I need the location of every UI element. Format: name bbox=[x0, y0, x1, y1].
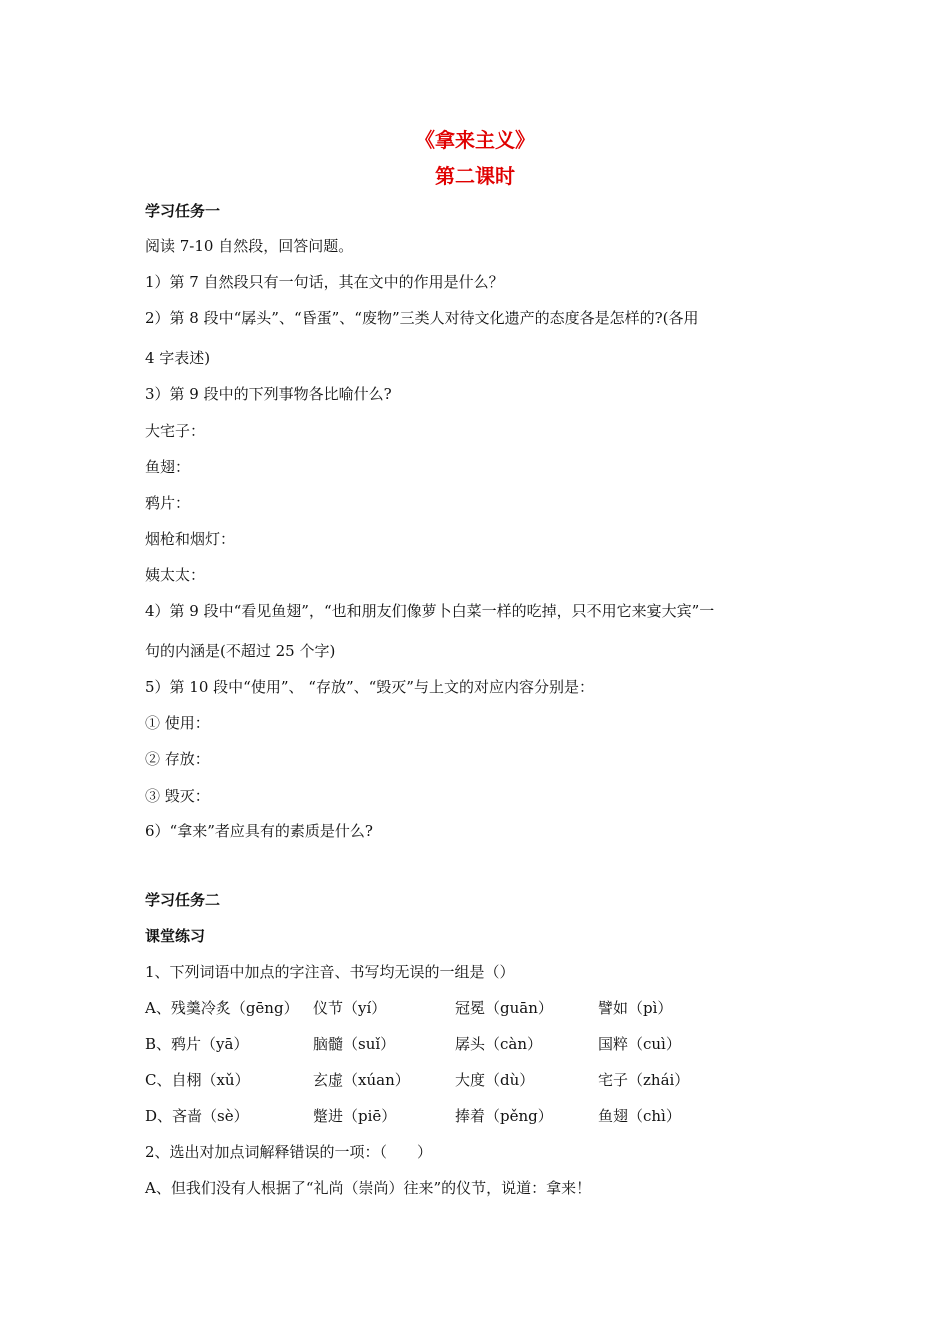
metaphor-item: 鸦片： bbox=[145, 494, 191, 512]
option-cell: 宅子（zhái） bbox=[598, 1071, 690, 1089]
exercise-2: 2、选出对加点词解释错误的一项：（ ） bbox=[145, 1143, 433, 1161]
question-2-line2: 4 字表述) bbox=[145, 349, 211, 367]
option-cell: 捧着（pěng） bbox=[455, 1107, 553, 1125]
task1-heading: 学习任务一 bbox=[145, 202, 221, 220]
document-subtitle: 第二课时 bbox=[435, 164, 515, 188]
question-4-line1: 4）第 9 段中“看见鱼翅”，“也和朋友们像萝卜白菜一样的吃掉，只不用它来宴大宾”一 bbox=[145, 602, 715, 620]
task1-intro: 阅读 7-10 自然段，回答问题。 bbox=[145, 237, 354, 255]
question-1: 1）第 7 自然段只有一句话，其在文中的作用是什么？ bbox=[145, 273, 504, 291]
metaphor-item: 烟枪和烟灯： bbox=[145, 530, 236, 548]
question-3: 3）第 9 段中的下列事物各比喻什么? bbox=[145, 385, 392, 403]
option-cell: 国粹（cuì） bbox=[598, 1035, 681, 1053]
option-cell: 大度（dù） bbox=[455, 1071, 535, 1089]
option-cell: 玄虚（xúan） bbox=[313, 1071, 410, 1089]
task2-subheading: 课堂练习 bbox=[145, 927, 206, 945]
option-cell: C、自栩（xǔ） bbox=[145, 1071, 250, 1089]
option-cell: 譬如（pì） bbox=[598, 999, 673, 1017]
option-cell: 仪节（yí） bbox=[313, 999, 387, 1017]
question-6: 6）“拿来”者应具有的素质是什么? bbox=[145, 822, 373, 840]
metaphor-item: 大宅子： bbox=[145, 422, 206, 440]
exercise-2-option-a: A、但我们没有人根据了“礼尚（崇尚）往来”的仪节，说道：拿来！ bbox=[145, 1179, 592, 1197]
option-cell: 蹩进（piē） bbox=[313, 1107, 397, 1125]
metaphor-item: 鱼翅： bbox=[145, 458, 191, 476]
option-cell: 冠冕（guān） bbox=[455, 999, 553, 1017]
answer-item: ② 存放： bbox=[145, 750, 210, 768]
task2-heading: 学习任务二 bbox=[145, 891, 221, 909]
option-cell: A、残羹冷炙（gēng） bbox=[145, 999, 299, 1017]
question-5: 5）第 10 段中“使用”、 “存放”、“毁灭”与上文的对应内容分别是： bbox=[145, 678, 594, 696]
metaphor-item: 姨太太： bbox=[145, 566, 206, 584]
answer-item: ① 使用： bbox=[145, 714, 210, 732]
question-2-line1: 2）第 8 段中“孱头”、“昏蛋”、“废物”三类人对待文化遗产的态度各是怎样的?(各用 bbox=[145, 309, 699, 327]
option-cell: 脑髓（suǐ） bbox=[313, 1035, 396, 1053]
question-4-line2: 句的内涵是(不超过 25 个字) bbox=[145, 642, 336, 660]
option-cell: 鱼翅（chì） bbox=[598, 1107, 681, 1125]
option-cell: B、鸦片（yā） bbox=[145, 1035, 249, 1053]
exercise-1: 1、下列词语中加点的字注音、书写均无误的一组是（） bbox=[145, 963, 515, 981]
option-cell: D、吝啬（sè） bbox=[145, 1107, 249, 1125]
option-cell: 孱头（càn） bbox=[455, 1035, 543, 1053]
answer-item: ③ 毁灭： bbox=[145, 787, 210, 805]
document-title: 《拿来主义》 bbox=[415, 128, 535, 152]
